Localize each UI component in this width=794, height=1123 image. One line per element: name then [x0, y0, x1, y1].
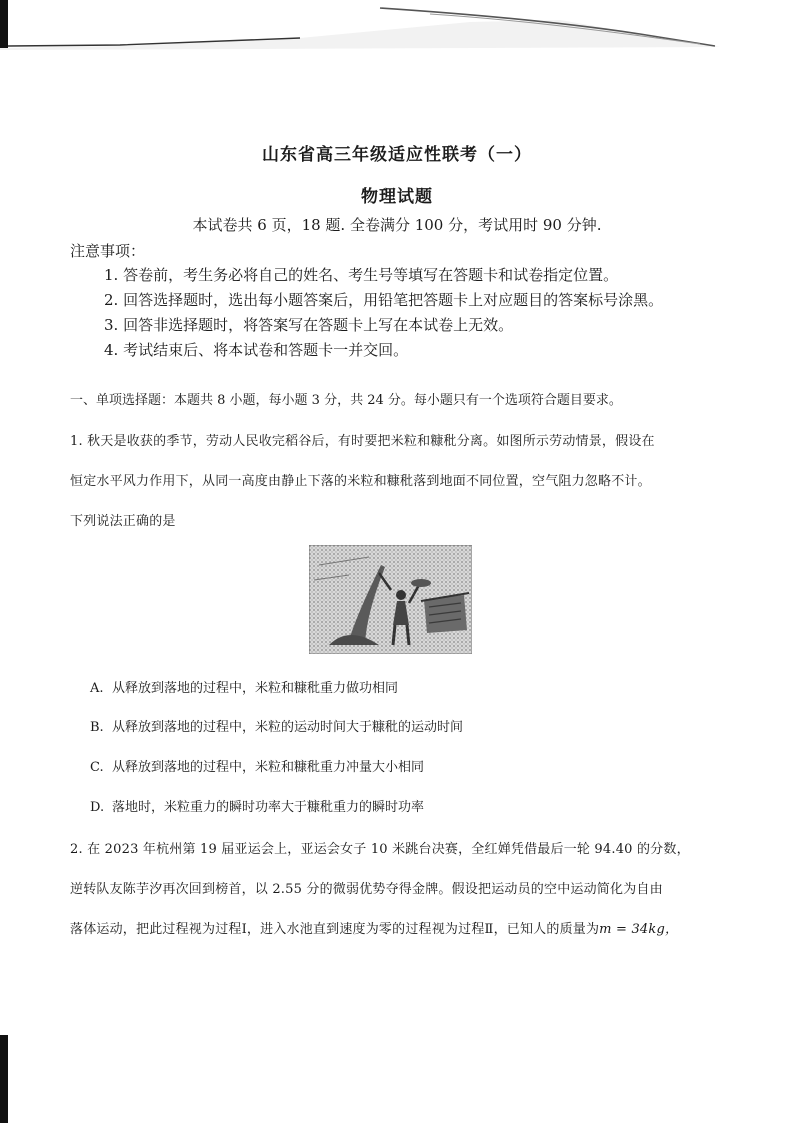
question-2-line: 2. 在 2023 年杭州第 19 届亚运会上，亚运会女子 10 米跳台决赛，全红婵凭借最后一轮 94.40 的分数， [70, 842, 690, 857]
option-letter: C. [90, 760, 104, 775]
notice-item: 3. 回答非选择题时，将答案写在答题卡上写在本试卷上无效。 [104, 316, 514, 334]
option-a [90, 677, 398, 696]
notice-item: 2. 回答选择题时，选出每小题答案后，用铅笔把答题卡上对应题目的答案标号涂黑。 [104, 291, 664, 309]
question-2-text: 落体运动，把此过程视为过程Ⅰ，进入水池直到速度为零的过程视为过程Ⅱ，已知人的质量为 [70, 922, 600, 937]
scan-border-bottom-left [0, 1035, 8, 1123]
page-title: 山东省高三年级适应性联考（一） [262, 145, 532, 165]
option-text: 从释放到落地的过程中，米粒和糠秕重力冲量大小相同 [112, 760, 425, 775]
section-heading: 一、单项选择题：本题共 8 小题，每小题 3 分，共 24 分。每小题只有一个选项符合题目要求。 [70, 393, 622, 408]
notice-heading: 注意事项： [70, 242, 146, 260]
option-d [90, 796, 424, 815]
option-letter: A. [90, 681, 104, 696]
option-c [90, 756, 424, 775]
notice-item: 4. 考试结束后、将本试卷和答题卡一并交回。 [104, 341, 409, 359]
scan-border-top-left [0, 0, 8, 48]
winnowing-illustration [309, 545, 472, 654]
question-1-line: 恒定水平风力作用下，从同一高度由静止下落的米粒和糠秕落到地面不同位置，空气阻力忽略不计。 [70, 474, 651, 489]
question-1-line: 1. 秋天是收获的季节，劳动人民收完稻谷后，有时要把米粒和糠秕分离。如图所示劳动情景，假设在 [70, 434, 655, 449]
question-2-line: 逆转队友陈芋汐再次回到榜首，以 2.55 分的微弱优势夺得金牌。假设把运动员的空中运动简化为自由 [70, 882, 663, 897]
mass-expression: m = 34kg， [599, 922, 679, 937]
option-b [90, 716, 463, 735]
option-text: 落地时，米粒重力的瞬时功率大于糠秕重力的瞬时功率 [112, 800, 425, 815]
notice-item: 1. 答卷前，考生务必将自己的姓名、考生号等填写在答题卡和试卷指定位置。 [104, 266, 619, 284]
page-subtitle: 物理试题 [361, 187, 433, 207]
scan-edge-artifact [0, 0, 794, 60]
question-2-line [70, 918, 678, 937]
option-text: 从释放到落地的过程中，米粒和糠秕重力做功相同 [112, 681, 399, 696]
exam-info: 本试卷共 6 页，18 题. 全卷满分 100 分，考试用时 90 分钟. [192, 216, 602, 234]
option-letter: D. [90, 800, 105, 815]
option-letter: B. [90, 720, 104, 735]
notice-list [104, 265, 663, 365]
option-text: 从释放到落地的过程中，米粒的运动时间大于糠秕的运动时间 [112, 720, 464, 735]
question-1-line: 下列说法正确的是 [70, 514, 176, 529]
